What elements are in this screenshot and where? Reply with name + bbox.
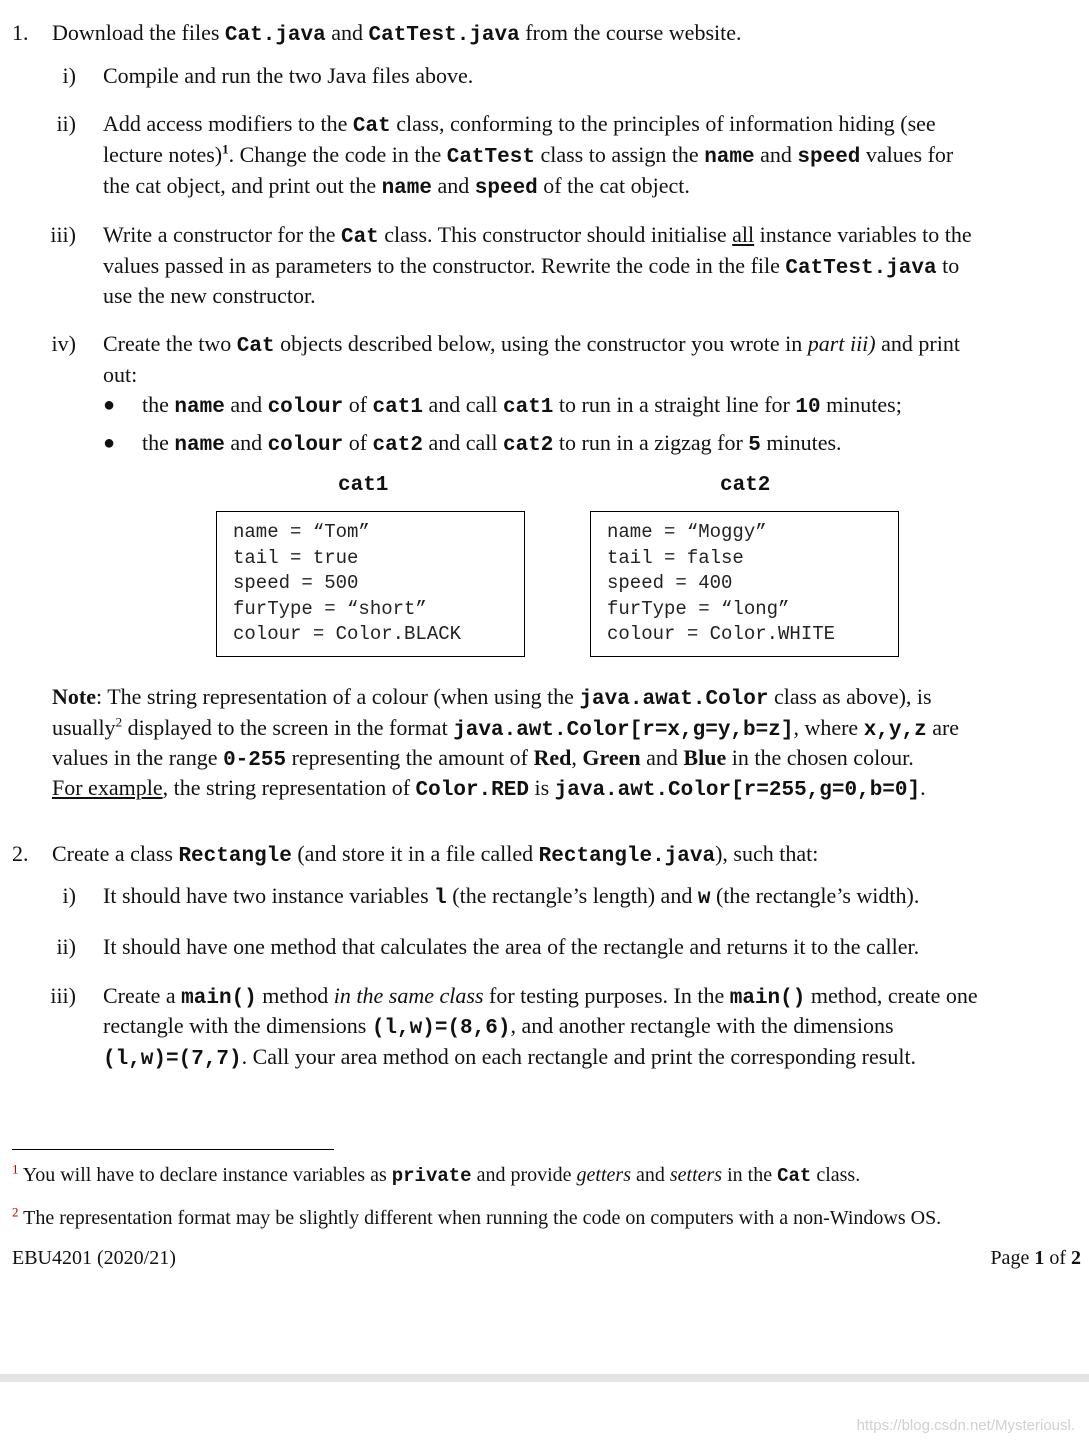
watermark: https://blog.csdn.net/Mysteriousl. [856, 1417, 1075, 1434]
q1-part-iv-line1: Create the two Cat objects described below, using the constructor you wrote in part iii) and print [103, 331, 960, 358]
q1-part-iv-line2: out: [103, 362, 138, 387]
cat2-title: cat2 [720, 474, 771, 497]
q2-part-ii-text: It should have one method that calculates the area of the rectangle and returns it to the caller. [103, 934, 920, 959]
page-bottom-bar [0, 1374, 1089, 1382]
q2-part-iii-line3: (l,w)=(7,7). Call your area method on each rectangle and print the corresponding result. [103, 1044, 917, 1071]
footnote-separator [12, 1149, 334, 1150]
cat1-attr-tail: tail = true [233, 546, 359, 569]
q2-part-iii-label: iii) [50, 983, 76, 1008]
course-code: EBU4201 (2020/21) [12, 1247, 176, 1269]
q1-part-iii-line1: Write a constructor for the Cat class. This constructor should initialise all instance variables to the [103, 222, 972, 249]
q1-part-iii-line2: values passed in as parameters to the constructor. Rewrite the code in the file CatTest.java to [103, 253, 960, 280]
q1-part-iv-bullet-2: the name and colour of cat2 and call cat2 to run in a zigzag for 5 minutes. [142, 430, 842, 457]
q1-part-ii-line2: lecture notes)$^1$. Change the code in the CatTest class to assign the name and speed values for [103, 141, 954, 169]
q1-part-i-text: Compile and run the two Java files above. [103, 63, 474, 88]
q2-part-iii-line1: Create a main() method in the same class for testing purposes. In the main() method, create one [103, 983, 978, 1010]
cat2-attributes-box [590, 511, 899, 657]
question-1-number: 1. [12, 20, 29, 45]
cat1-attr-colour: colour = Color.BLACK [233, 623, 462, 645]
footnote-2: $^2$ The representation format may be slightly different when running the code on computers with a non-Windows OS. [12, 1204, 942, 1229]
q2-part-iii-line2: rectangle with the dimensions (l,w)=(8,6), and another rectangle with the dimensions [103, 1013, 894, 1040]
cat2-attr-furtype: furType = “long” [607, 597, 790, 620]
cat2-attr-name: name = “Moggy” [607, 521, 767, 543]
q1-part-iii-line3: use the new constructor. [103, 283, 316, 308]
cat1-attributes-box [216, 511, 525, 657]
note-line2: usually$^2$ displayed to the screen in the format java.awt.Color[r=x,g=y,b=z], where x,y,z are [52, 714, 960, 742]
footnote-1: $^1$ You will have to declare instance variables as private and provide getters and setters in the Cat class. [12, 1161, 861, 1187]
q1-part-iii-label: iii) [50, 222, 76, 247]
bullet-icon: ● [103, 432, 116, 454]
question-2-intro: Create a class Rectangle (and store it in a file called Rectangle.java), such that: [52, 841, 819, 868]
note-line3: values in the range 0-255 representing the amount of Red, Green and Blue in the chosen colour. [52, 745, 914, 772]
q1-part-ii-label: ii) [56, 111, 76, 136]
cat1-attr-name: name = “Tom” [233, 521, 370, 543]
q2-part-i-label: i) [62, 883, 76, 908]
q1-part-iv-bullet-1: the name and colour of cat1 and call cat1 to run in a straight line for 10 minutes; [142, 392, 902, 419]
question-1-intro: Download the files Cat.java and CatTest.java from the course website. [52, 20, 742, 47]
q2-part-ii-label: ii) [56, 934, 76, 959]
cat1-title: cat1 [338, 474, 389, 497]
q1-part-ii-line1: Add access modifiers to the Cat class, conforming to the principles of information hiding (see [103, 111, 936, 138]
cat2-attr-colour: colour = Color.WHITE [607, 623, 836, 645]
page-number: Page 1 of 2 [990, 1247, 1081, 1269]
cat2-attr-speed: speed = 400 [607, 572, 733, 594]
note-line1: Note: The string representation of a colour (when using the java.awat.Color class as above), is [52, 684, 932, 711]
cat1-attr-speed: speed = 500 [233, 572, 359, 594]
q1-part-iv-label: iv) [51, 331, 76, 356]
note-line4: For example, the string representation of Color.RED is java.awt.Color[r=255,g=0,b=0]. [52, 775, 926, 802]
q1-part-ii-line3: the cat object, and print out the name and speed of the cat object. [103, 173, 690, 200]
cat2-attr-tail: tail = false [607, 546, 744, 569]
cat1-attr-furtype: furType = “short” [233, 597, 427, 620]
bullet-icon: ● [103, 394, 116, 416]
q1-part-i-label: i) [62, 63, 76, 88]
question-2-number: 2. [12, 841, 29, 866]
q2-part-i-text: It should have two instance variables l (the rectangle’s length) and w (the rectangle’s width). [103, 883, 920, 910]
